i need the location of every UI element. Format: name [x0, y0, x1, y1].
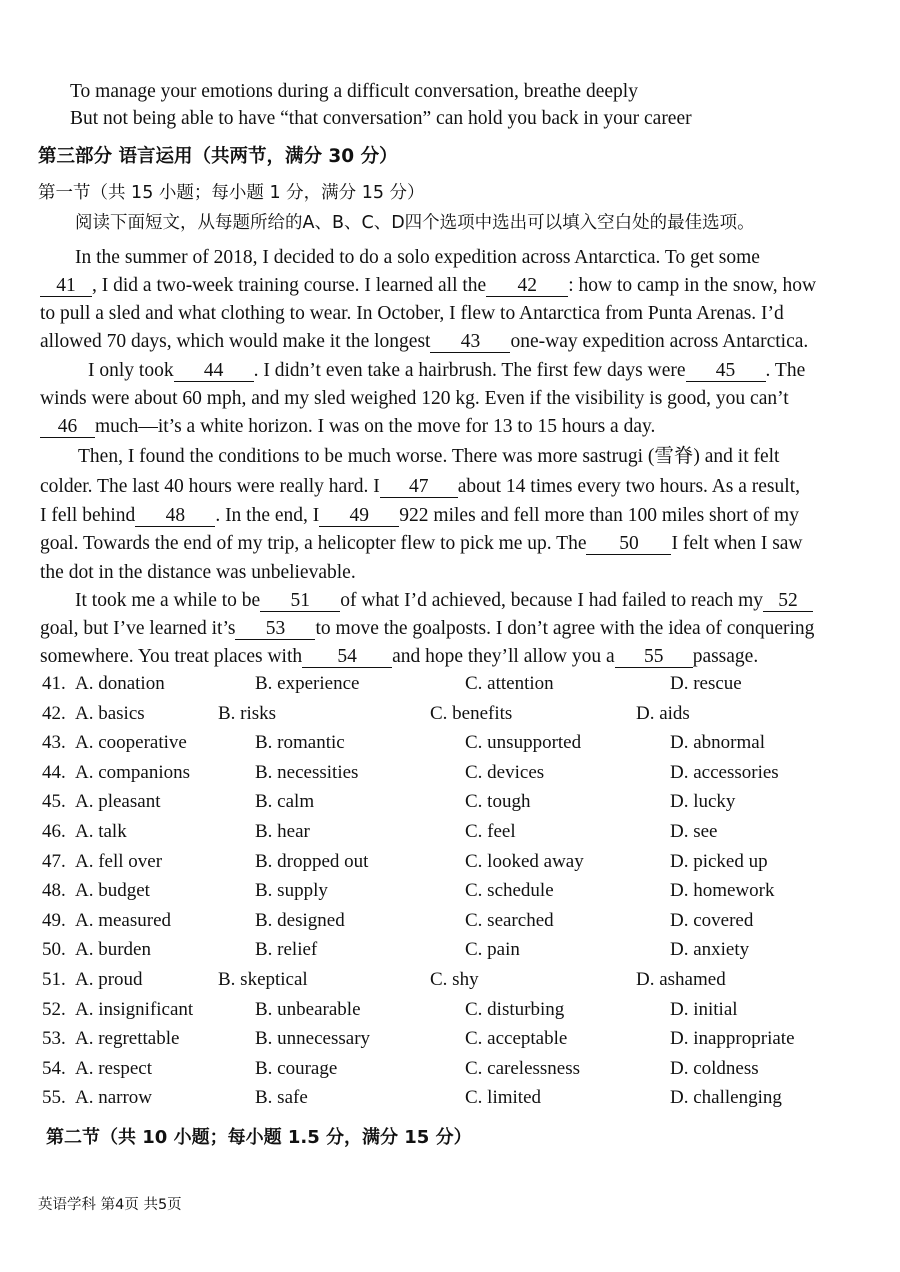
blank-50: 50	[586, 534, 671, 555]
blank-48: 48	[135, 506, 215, 527]
passage-text: goal. Towards the end of my trip, a helicopter flew to pick me up. The	[40, 533, 587, 554]
blank-45: 45	[686, 361, 766, 382]
option-d[interactable]: D. abnormal	[670, 732, 765, 753]
option-b[interactable]: B. risks	[218, 703, 277, 724]
option-a[interactable]: A. narrow	[75, 1087, 153, 1108]
passage-line	[40, 302, 784, 326]
option-d[interactable]: D. accessories	[670, 762, 779, 783]
option-c[interactable]: C. feel	[465, 821, 516, 842]
option-d[interactable]: D. aids	[636, 703, 690, 724]
option-a[interactable]: A. pleasant	[75, 791, 161, 812]
option-d[interactable]: D. lucky	[670, 791, 736, 812]
question-number: 42.	[42, 703, 66, 724]
passage-text: , I did a two-week training course. I learned all the	[92, 275, 487, 296]
passage-line	[40, 415, 655, 439]
option-b[interactable]: B. supply	[255, 880, 328, 901]
option-c[interactable]: C. devices	[465, 762, 545, 783]
option-a[interactable]: A. insignificant	[75, 999, 194, 1020]
blank-44: 44	[174, 361, 254, 382]
blank-43: 43	[430, 332, 510, 353]
question-number: 53.	[42, 1028, 66, 1049]
option-c[interactable]: C. shy	[430, 969, 479, 990]
passage-text: I fell behind	[40, 505, 136, 526]
blank-41: 41	[40, 276, 92, 297]
passage-text: winds were about 60 mph, and my sled weighed 120 kg. Even if the visibility is good, you can’t	[40, 388, 789, 409]
option-d[interactable]: D. rescue	[670, 673, 742, 694]
option-b[interactable]: B. experience	[255, 673, 360, 694]
intro-line: But not being able to have “that conversation” can hold you back in your career	[70, 108, 692, 129]
passage-text: of what I’d achieved, because I had failed to reach my	[340, 590, 764, 611]
option-b[interactable]: B. unnecessary	[255, 1028, 371, 1049]
option-a[interactable]: A. budget	[75, 880, 150, 901]
option-b[interactable]: B. calm	[255, 791, 315, 812]
option-b[interactable]: B. courage	[255, 1058, 338, 1079]
option-d[interactable]: D. challenging	[670, 1087, 782, 1108]
passage-line	[40, 274, 816, 298]
option-c[interactable]: C. pain	[465, 939, 520, 960]
passage-text: Then, I found the conditions to be much worse. There was more sastrugi (雪脊) and it felt	[78, 446, 780, 467]
option-a[interactable]: A. proud	[75, 969, 143, 990]
passage-text: the dot in the distance was unbelievable.	[40, 562, 356, 583]
passage-line	[40, 532, 803, 556]
option-a[interactable]: A. regrettable	[75, 1028, 180, 1049]
option-c[interactable]: C. searched	[465, 910, 554, 931]
blank-54: 54	[302, 647, 392, 668]
option-c[interactable]: C. acceptable	[465, 1028, 568, 1049]
option-b[interactable]: B. hear	[255, 821, 310, 842]
option-b[interactable]: B. dropped out	[255, 851, 369, 872]
option-a[interactable]: A. fell over	[75, 851, 163, 872]
option-d[interactable]: D. inappropriate	[670, 1028, 795, 1049]
option-b[interactable]: B. romantic	[255, 732, 345, 753]
question-number: 46.	[42, 821, 66, 842]
blank-53: 53	[235, 619, 315, 640]
passage-text: . In the end, I	[215, 505, 320, 526]
option-c[interactable]: C. tough	[465, 791, 531, 812]
option-a[interactable]: A. respect	[75, 1058, 153, 1079]
passage-line	[40, 387, 789, 411]
option-b[interactable]: B. unbearable	[255, 999, 361, 1020]
passage-text: to move the goalposts. I don’t agree with the idea of conquering	[315, 618, 815, 639]
passage-text: colder. The last 40 hours were really hard. I	[40, 476, 380, 497]
passage-text: passage.	[692, 646, 759, 667]
option-c[interactable]: C. schedule	[465, 880, 554, 901]
question-number: 43.	[42, 732, 66, 753]
blank-46: 46	[40, 417, 95, 438]
option-b[interactable]: B. designed	[255, 910, 345, 931]
passage-line	[40, 561, 356, 585]
passage-text: I only took	[88, 360, 174, 381]
option-c[interactable]: C. carelessness	[465, 1058, 581, 1079]
instruction: 阅读下面短文，从每题所给的A、B、C、D四个选项中选出可以填入空白处的最佳选项。	[75, 213, 755, 233]
passage-text: to pull a sled and what clothing to wear. In October, I flew to Antarctica from Punta Arenas. I’d	[40, 303, 784, 324]
passage-text: and hope they’ll allow you a	[392, 646, 615, 667]
option-b[interactable]: B. safe	[255, 1087, 308, 1108]
option-d[interactable]: D. homework	[670, 880, 775, 901]
option-c[interactable]: C. unsupported	[465, 732, 582, 753]
passage-text: 922 miles and fell more than 100 miles short of my	[399, 505, 799, 526]
option-c[interactable]: C. limited	[465, 1087, 541, 1108]
passage-text: I felt when I saw	[671, 533, 803, 554]
option-c[interactable]: C. disturbing	[465, 999, 565, 1020]
option-a[interactable]: A. measured	[75, 910, 172, 931]
passage-line	[40, 504, 799, 528]
blank-47: 47	[380, 477, 458, 498]
blank-55: 55	[615, 647, 693, 668]
question-number: 50.	[42, 939, 66, 960]
passage-line	[75, 246, 760, 270]
passage-line	[40, 645, 758, 669]
passage-line	[40, 330, 808, 354]
blank-52: 52	[763, 591, 813, 612]
passage-line	[40, 617, 814, 641]
question-number: 47.	[42, 851, 66, 872]
passage-text: . I didn’t even take a hairbrush. The first few days were	[253, 360, 686, 381]
question-number: 45.	[42, 791, 66, 812]
option-d[interactable]: D. ashamed	[636, 969, 726, 990]
passage-text: In the summer of 2018, I decided to do a solo expedition across Antarctica. To get some	[75, 247, 760, 268]
passage-text: goal, but I’ve learned it’s	[40, 618, 236, 639]
passage-line	[75, 589, 813, 613]
question-number: 54.	[42, 1058, 66, 1079]
option-d[interactable]: D. picked up	[670, 851, 768, 872]
part3-title: 第三部分 语言运用（共两节，满分 30 分）	[38, 146, 398, 167]
option-c[interactable]: C. attention	[465, 673, 554, 694]
passage-text: much—it’s a white horizon. I was on the move for 13 to 15 hours a day.	[95, 416, 656, 437]
passage-text: one-way expedition across Antarctica.	[510, 331, 809, 352]
option-a[interactable]: A. burden	[75, 939, 151, 960]
option-a[interactable]: A. basics	[75, 703, 145, 724]
question-number: 51.	[42, 969, 66, 990]
option-d[interactable]: D. covered	[670, 910, 754, 931]
option-d[interactable]: D. initial	[670, 999, 738, 1020]
passage-line	[88, 359, 805, 383]
question-number: 52.	[42, 999, 66, 1020]
passage-text: : how to camp in the snow, how	[568, 275, 817, 296]
option-a[interactable]: A. donation	[75, 673, 165, 694]
option-c[interactable]: C. benefits	[430, 703, 513, 724]
option-d[interactable]: D. see	[670, 821, 718, 842]
option-d[interactable]: D. coldness	[670, 1058, 759, 1079]
blank-42: 42	[486, 276, 568, 297]
option-b[interactable]: B. skeptical	[218, 969, 308, 990]
passage-text: about 14 times every two hours. As a result,	[457, 476, 800, 497]
page-footer: 英语学科 第4页 共5页	[38, 1197, 182, 1213]
option-d[interactable]: D. anxiety	[670, 939, 750, 960]
option-a[interactable]: A. companions	[75, 762, 191, 783]
passage-line	[78, 445, 779, 469]
question-number: 55.	[42, 1087, 66, 1108]
question-number: 41.	[42, 673, 66, 694]
passage-text: . The	[765, 360, 806, 381]
option-a[interactable]: A. talk	[75, 821, 127, 842]
question-number: 49.	[42, 910, 66, 931]
passage-line	[40, 475, 800, 499]
option-a[interactable]: A. cooperative	[75, 732, 187, 753]
option-b[interactable]: B. necessities	[255, 762, 359, 783]
passage-text: allowed 70 days, which would make it the longest	[40, 331, 431, 352]
passage-text: It took me a while to be	[75, 590, 261, 611]
option-c[interactable]: C. looked away	[465, 851, 584, 872]
option-b[interactable]: B. relief	[255, 939, 318, 960]
blank-49: 49	[319, 506, 399, 527]
section2-title: 第二节（共 10 小题；每小题 1.5 分，满分 15 分）	[46, 1127, 472, 1148]
intro-line: To manage your emotions during a difficult conversation, breathe deeply	[70, 81, 638, 102]
question-number: 44.	[42, 762, 66, 783]
question-number: 48.	[42, 880, 66, 901]
section1-title: 第一节（共 15 小题；每小题 1 分，满分 15 分）	[38, 183, 425, 203]
blank-51: 51	[260, 591, 340, 612]
passage-text: somewhere. You treat places with	[40, 646, 303, 667]
